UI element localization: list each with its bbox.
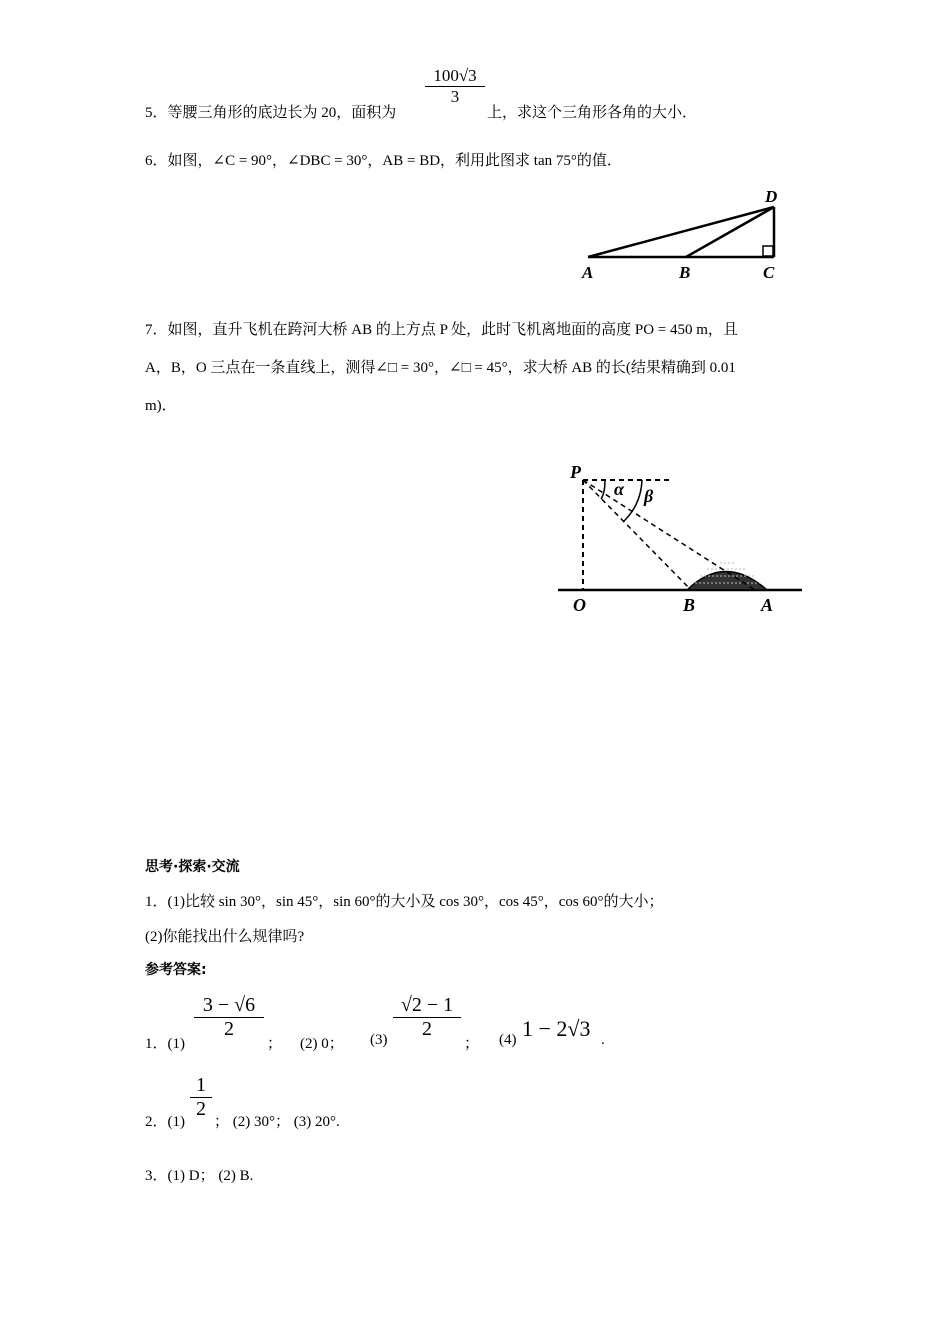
q7-label-b: B <box>683 595 696 615</box>
section-title: 思考·探索·交流 <box>145 859 240 875</box>
q6-label-d: D <box>765 187 778 206</box>
q5-fraction-numerator: 100√3 <box>425 66 485 87</box>
q6-text: 6．如图，∠C = 90°，∠DBC = 30°，AB = BD，利用此图求 tan 75°的值． <box>145 153 622 169</box>
q5-text-before: 5．等腰三角形的底边长为 20，面积为 <box>145 105 397 121</box>
answer2-prefix: 2．(1) <box>145 1114 185 1130</box>
q5-fraction <box>425 66 485 107</box>
q7-label-p: P <box>570 462 581 482</box>
q6-figure <box>570 180 800 290</box>
answer2-denominator: 2 <box>196 1098 206 1120</box>
q7-label-alpha: α <box>614 479 624 499</box>
q7-label-a: A <box>761 595 774 615</box>
q7-line2: A，B，O 三点在一条直线上，测得∠□ = 30°，∠□ = 45°，求大桥 AB 的长(结果精确到 0.01 <box>145 360 736 376</box>
q7-line-pa <box>583 480 755 590</box>
answer1-part3-denominator: 2 <box>422 1018 432 1040</box>
q7-label-beta: β <box>644 486 654 506</box>
answer3: 3．(1) D； (2) B. <box>145 1168 254 1184</box>
answer1-part1-fraction <box>194 994 264 1041</box>
q6-label-b: B <box>679 263 691 282</box>
section-item1a: 1．(1)比较 sin 30°，sin 45°，sin 60°的大小及 cos 30°，cos 45°，cos 60°的大小； <box>145 894 664 910</box>
q7-arc-alpha <box>601 480 605 499</box>
q7-line1: 7．如图，直升飞机在跨河大桥 AB 的上方点 P 处，此时飞机离地面的高度 PO = 450 m，且 <box>145 322 738 338</box>
section-item1b: (2)你能找出什么规律吗? <box>145 929 305 945</box>
q6-label-a: A <box>582 263 594 282</box>
q7-figure <box>555 455 805 620</box>
answer1-sep3: ； <box>464 1036 480 1052</box>
answer1-part4-expr: 1 − 2√3 <box>522 1016 591 1041</box>
q7-bridge-mound <box>687 572 767 591</box>
answer1-sep1: ； <box>267 1036 283 1052</box>
q6-label-c: C <box>763 263 775 282</box>
q7-line3: m)． <box>145 398 177 414</box>
q6-right-angle-mark <box>763 246 773 256</box>
answer1-prefix: 1．(1) <box>145 1036 185 1052</box>
q7-line-pb <box>583 480 691 590</box>
answer2-fraction <box>190 1074 212 1121</box>
q7-label-o: O <box>573 595 586 615</box>
answer1-part3-label: (3) <box>370 1032 388 1048</box>
answer1-end: . <box>601 1032 605 1048</box>
q5-fraction-denominator: 3 <box>450 87 460 106</box>
answer2-numerator: 1 <box>190 1074 212 1098</box>
answer1-part2: (2) 0； <box>300 1036 344 1052</box>
answer1-part3-fraction <box>393 994 461 1041</box>
answer1-part3-numerator: √2 − 1 <box>393 994 461 1018</box>
answer1-part1-numerator: 3 − √6 <box>194 994 264 1018</box>
answer1-part4-label: (4) <box>499 1032 517 1048</box>
q6-line-bd <box>686 207 774 257</box>
answer1-part1-denominator: 2 <box>224 1018 234 1040</box>
q5-text-after: 上，求这个三角形各角的大小． <box>487 105 698 121</box>
answer2-rest: ； (2) 30°； (3) 20°. <box>214 1114 340 1130</box>
answers-title: 参考答案: <box>145 962 207 978</box>
q6-line-ad <box>588 207 774 257</box>
